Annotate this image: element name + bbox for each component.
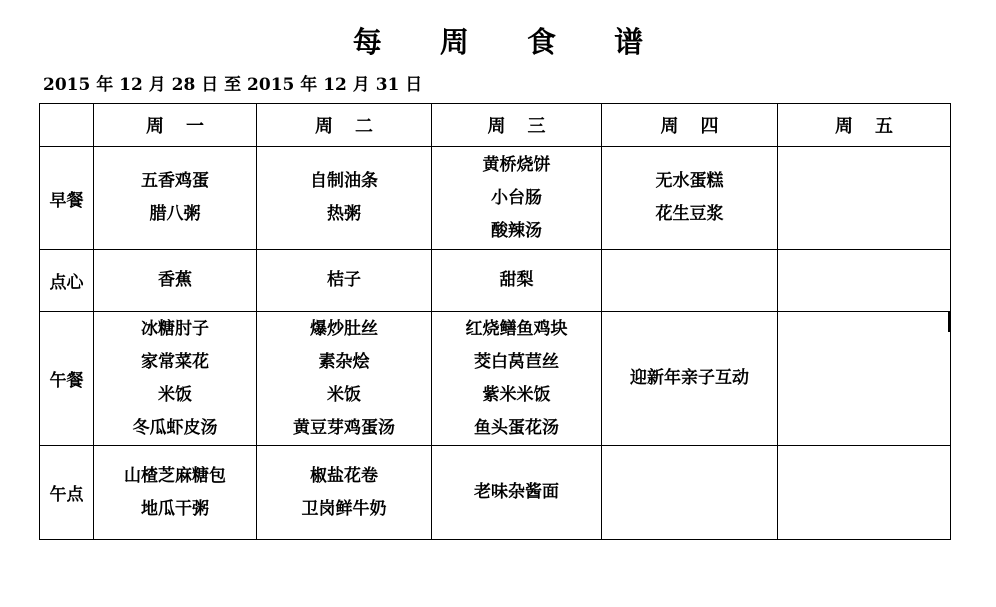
- dish: 五香鸡蛋: [141, 171, 209, 191]
- menu-cell-empty: [778, 250, 951, 312]
- dish: 家常菜花: [141, 351, 209, 372]
- dish: 自制油条: [310, 171, 378, 191]
- dish: 酸辣汤: [491, 220, 542, 241]
- menu-cell: [432, 250, 602, 312]
- title-char: 食: [527, 25, 557, 59]
- header-row: [40, 104, 951, 147]
- menu-cell-empty: [778, 312, 951, 446]
- menu-cell: [432, 446, 602, 540]
- day-header-mon: 周 一: [94, 104, 257, 147]
- dish: 椒盐花卷: [310, 465, 378, 486]
- menu-cell-empty: [602, 446, 778, 540]
- dish: 爆炒肚丝: [310, 318, 378, 339]
- meal-label: 早餐: [40, 147, 94, 250]
- meal-label: 午点: [40, 446, 94, 540]
- menu-cell-empty: [778, 446, 951, 540]
- meal-row-breakfast: [40, 147, 951, 250]
- menu-cell: [432, 147, 602, 250]
- dish: 香蕉: [158, 270, 192, 290]
- day-header-fri: 周 五: [778, 104, 951, 147]
- menu-cell-empty: [778, 147, 951, 250]
- dish: 地瓜干粥: [141, 498, 209, 519]
- meal-label: 午餐: [40, 312, 94, 446]
- dish: 黄豆芽鸡蛋汤: [293, 417, 395, 438]
- menu-cell: [257, 250, 432, 312]
- meal-row-snack: [40, 250, 951, 312]
- dish: 素杂烩: [318, 351, 370, 372]
- meal-row-afternoon-snack: [40, 446, 951, 540]
- dish: 冰糖肘子: [141, 318, 209, 339]
- menu-cell-empty: [602, 250, 778, 312]
- dish: 山楂芝麻糖包: [124, 465, 226, 486]
- dish: 花生豆浆: [655, 204, 724, 224]
- title-char: 每: [352, 25, 382, 59]
- menu-cell: [257, 312, 432, 446]
- menu-cell: [94, 446, 257, 540]
- dish: 老味杂酱面: [474, 482, 559, 502]
- day-header-wed: 周 三: [432, 104, 602, 147]
- meal-label: 点心: [40, 250, 94, 312]
- page-title: [0, 20, 996, 61]
- date-range: 2015 年 12 月 28 日 至 2015 年 12 月 31 日: [43, 75, 423, 95]
- menu-cell: [257, 147, 432, 250]
- dish: 米饭: [158, 384, 192, 405]
- dish: 迎新年亲子互动: [630, 368, 749, 388]
- title-char: 周: [439, 25, 469, 59]
- dish: 红烧鳝鱼鸡块: [465, 318, 568, 339]
- dish: 茭白莴苣丝: [474, 351, 559, 372]
- day-header-thu: 周 四: [602, 104, 778, 147]
- dish: 鱼头蛋花汤: [474, 417, 559, 438]
- dish: 小台肠: [491, 187, 542, 208]
- dish: 无水蛋糕: [655, 171, 724, 191]
- dish: 紫米米饭: [482, 384, 551, 405]
- menu-cell: [602, 147, 778, 250]
- menu-cell: [94, 312, 257, 446]
- menu-cell: [94, 250, 257, 312]
- dish: 腊八粥: [149, 204, 201, 224]
- meal-row-lunch: [40, 312, 951, 446]
- dish: 卫岗鲜牛奶: [301, 498, 387, 519]
- dish: 桔子: [327, 270, 361, 290]
- menu-cell: [602, 312, 778, 446]
- menu-cell: [94, 147, 257, 250]
- corner-cell: [40, 104, 94, 147]
- menu-cell: [432, 312, 602, 446]
- dish: 米饭: [327, 384, 361, 405]
- weekly-menu-table: [39, 103, 951, 540]
- day-header-tue: 周 二: [257, 104, 432, 147]
- menu-cell: [257, 446, 432, 540]
- title-char: 谱: [614, 25, 644, 59]
- text-cursor: [948, 312, 951, 332]
- dish: 冬瓜虾皮汤: [132, 417, 218, 438]
- dish: 黄桥烧饼: [482, 154, 551, 175]
- dish: 甜梨: [499, 270, 534, 290]
- dish: 热粥: [327, 204, 361, 224]
